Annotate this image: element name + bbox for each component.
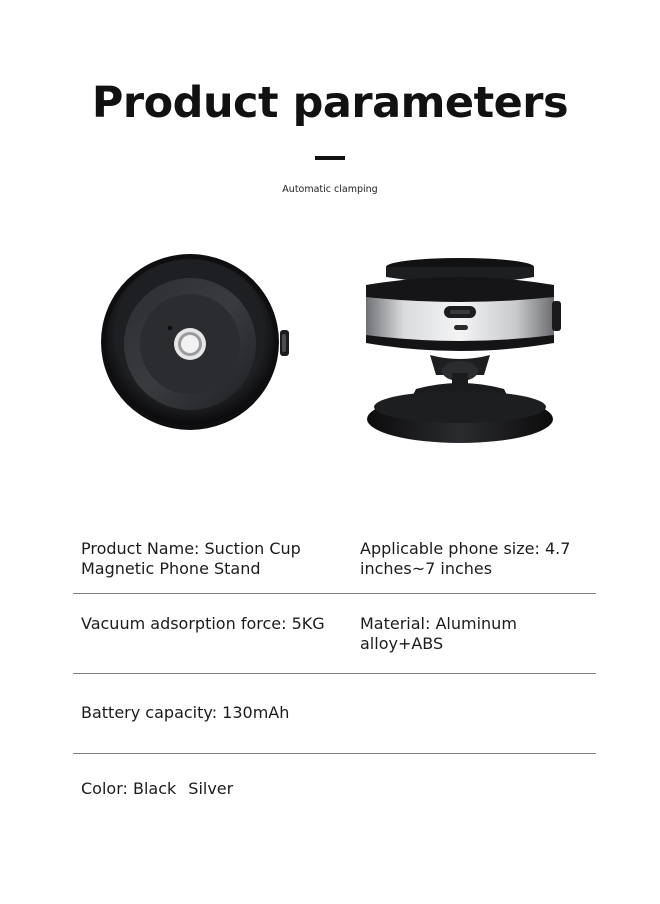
spec-table: [73, 524, 596, 834]
spec-color-label: Color:: [81, 779, 128, 798]
spec-row-4: [73, 754, 596, 834]
spec-adsorption-force: Vacuum adsorption force: 5KG: [81, 614, 325, 633]
spec-row-1: [73, 524, 596, 594]
page-title: Product parameters: [91, 78, 569, 128]
spec-row-2: [73, 594, 596, 674]
product-side-view-image: [360, 255, 566, 447]
spec-phone-size: Applicable phone size: 4.7 inches~7 inches: [360, 539, 571, 578]
spec-color-black: Black: [132, 779, 177, 798]
spec-color-silver: Silver: [188, 779, 234, 798]
spec-row-3: [73, 674, 596, 754]
spec-product-name: Product Name: Suction Cup Magnetic Phone Stand: [81, 539, 301, 578]
spec-color: [81, 779, 346, 799]
product-top-view-image: [98, 250, 294, 438]
title-underline: [315, 156, 345, 160]
spec-battery-capacity: Battery capacity: 130mAh: [81, 703, 290, 722]
spec-material: Material: Aluminum alloy+ABS: [360, 614, 517, 653]
page-subtitle: Automatic clamping: [282, 184, 378, 195]
